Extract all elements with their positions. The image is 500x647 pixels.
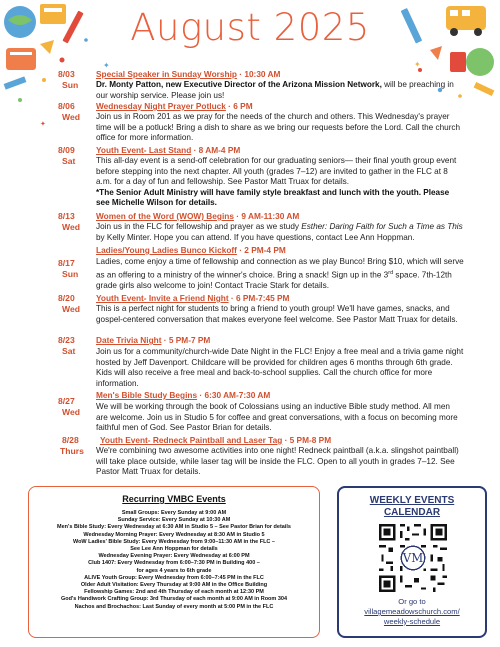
event-time: · 10:30 AM	[236, 69, 281, 79]
event-day: Wed	[62, 407, 80, 417]
event-heading	[96, 101, 456, 112]
page-title: August 2025	[130, 6, 370, 49]
recurring-events-list	[29, 510, 319, 611]
recurring-events-title: Recurring VMBC Events	[122, 494, 226, 504]
event-time: · 5 PM-8 PM	[282, 435, 332, 445]
event-day: Sat	[62, 346, 76, 356]
event-time: · 6:30 AM-7:30 AM	[197, 390, 271, 400]
list-item: See Lee Ann Hoppman for details	[130, 546, 218, 553]
event-date: 8/23	[58, 335, 75, 345]
event-date: 8/27	[58, 396, 75, 406]
event-text: space. 7th-12th grade girls also welcome to join! Contact Tracie Stark for details.	[96, 270, 452, 290]
event-sup: rd	[388, 269, 394, 276]
event-heading	[96, 69, 456, 80]
event-time: · 9 AM-11:30 AM	[233, 211, 300, 221]
event-date: 8/06	[58, 101, 75, 111]
list-item: Men's Bible Study: Every Wednesday at 6:30 AM in Studio 5 – See Pastor Brian for details	[57, 524, 291, 531]
event-heading	[96, 211, 456, 222]
list-item: Nachos and Brochachos: Last Sunday of every month at 5:00 PM in the FLC	[74, 603, 274, 610]
event-day: Sun	[62, 269, 79, 279]
event-day: Wed	[62, 304, 80, 314]
event-description: Join us for a community/church-wide Date Night in the FLC! Enjoy a free meal and a trivia game night hosted by Jeff Davenport. Childcare will be provided for children ages 6 months through 6th grade. Kids will also receive a free meal and back-to-school supplies. Call the church office for more information.	[96, 347, 464, 388]
svg-text:VM: VM	[402, 551, 424, 566]
weekly-events-title	[339, 495, 485, 519]
event-date: 8/13	[58, 211, 75, 221]
event-time: · 5 PM-7 PM	[161, 335, 211, 345]
event-day: Wed	[62, 222, 80, 232]
event-title: Wednesday Night Prayer Potluck	[96, 101, 226, 111]
event-title: Women of the Word (WOW) Begins	[96, 211, 234, 221]
event-description: We're combining two awesome activities into one night! Redneck paintball (a.k.a. slingshot paintball) will take place outside, while laser tag will be inside the FLC. Open to all youth in grades 7–12. See Pastor Matt Truax for details.	[96, 446, 459, 477]
list-item: ALIVE Youth Group: Every Wednesday from 6:00–7:45 PM in the FLC	[84, 574, 264, 581]
event-text: will be preaching in our worship service. Please join us!	[96, 80, 454, 100]
event-description	[96, 156, 464, 209]
event-description: This is a perfect night for students to bring a friend to youth group! We'll have games, snacks, and gospel-centered conversation that makes everyone feel welcome. See Pastor Matt Truax for details.	[96, 304, 458, 324]
weekly-title-line: CALENDAR	[383, 507, 441, 518]
list-item: WoW Ladies' Bible Study: Every Wednesday from 9:00–11:30 AM in the FLC –	[72, 538, 275, 545]
event-text: Ladies, come enjoy a time of fellowship and connection as we play Bunco! Bring $10, which will serve as an offering to a ministry of the winner's choice. Bring a snack! Sign up in the 3	[96, 257, 464, 280]
list-item: Fellowship Games: 2nd and 4th Thursday of each month at 12:30 PM	[84, 589, 264, 596]
event-description: Join us in Room 201 as we pray for the needs of the church and others. This Wednesday's prayer time will be a potluck! Bring a dish to share as we bring our requests before the Lord. Call the church office for more information.	[96, 112, 461, 143]
event-time: · 8 AM-4 PM	[191, 145, 241, 155]
event-date: 8/09	[58, 145, 75, 155]
event-heading	[96, 335, 456, 346]
list-item: Small Groups: Every Sunday at 9:00 AM	[121, 510, 227, 516]
event-description	[96, 80, 464, 101]
qr-code-icon[interactable]	[379, 524, 447, 592]
event-date: 8/28	[62, 435, 79, 445]
event-title: Youth Event- Invite a Friend Night	[96, 293, 229, 303]
weekly-title-line: WEEKLY EVENTS	[369, 495, 455, 506]
event-heading	[96, 145, 456, 156]
event-title: Special Speaker in Sunday Worship	[96, 69, 237, 79]
event-date: 8/20	[58, 293, 75, 303]
event-title: Ladies/Young Ladies Bunco Kickoff	[96, 245, 237, 255]
event-title: Youth Event- Redneck Paintball and Laser Tag	[100, 435, 283, 445]
event-date: 8/03	[58, 69, 75, 79]
list-item: for ages 4 years to 6th grade	[136, 567, 212, 574]
event-day: Wed	[62, 112, 80, 122]
event-text: Join us in the FLC for fellowship and prayer as we study	[96, 222, 302, 231]
event-title: Date Trivia Night	[96, 335, 162, 345]
event-heading	[96, 390, 456, 401]
weekly-events-calendar-box	[337, 486, 487, 638]
event-text: This all-day event is a send-off celebration for our graduating seniors— their final youth group event before stepping into the next chapter. All youth (grades 7–12) are invited to gather in the FLC at 8 a.m. for a day of fun and fellowship. See Pastor Matt Truax for details.	[96, 156, 457, 187]
list-item: Sunday Service: Every Sunday at 10:30 AM	[117, 517, 231, 524]
recurring-events-box	[28, 486, 320, 638]
list-item: Club 1407: Every Wednesday from 6:00–7:30 PM in Building 400 –	[88, 560, 260, 567]
event-title: Youth Event- Last Stand	[96, 145, 192, 155]
event-date: 8/17	[58, 258, 75, 268]
event-time: · 6 PM	[225, 101, 253, 111]
event-heading	[96, 293, 456, 304]
event-day: Sun	[62, 80, 79, 90]
list-item: God's Handiwork Crafting Group: 3rd Thursday of each month at 9:00 AM in Room 304	[60, 596, 288, 603]
event-time: · 2 PM-4 PM	[236, 245, 286, 255]
list-item: Older Adult Visitation: Every Thursday at 9:00 AM in the Office Building	[80, 582, 268, 589]
url-line[interactable]: villagemeadowschurch.com/	[364, 607, 460, 616]
event-text: by Kelly Minter. Hope you can attend. If you have questions, contact Lee Ann Hoppman.	[96, 232, 415, 242]
list-item: Wednesday Evening Prayer: Every Wednesday at 6:00 PM	[98, 553, 250, 560]
event-day: Thurs	[60, 446, 84, 456]
goto-text: Or go to	[398, 597, 426, 606]
weekly-schedule-link[interactable]	[339, 607, 485, 626]
event-heading	[96, 245, 456, 256]
list-item: Wednesday Morning Prayer: Every Wednesday at 8:30 AM in Studio 5	[83, 531, 265, 538]
event-time: · 6 PM-7:45 PM	[228, 293, 290, 303]
event-day: Sat	[62, 156, 76, 166]
sparkle-icon: ✦	[414, 60, 421, 69]
book-title: Esther: Daring Faith for Such a Time as This	[301, 222, 463, 231]
event-heading	[100, 435, 460, 446]
star-icon: ✦	[103, 61, 110, 70]
url-line[interactable]: weekly-schedule	[383, 616, 441, 626]
event-description	[96, 222, 464, 243]
star-icon: ✦	[40, 121, 46, 128]
event-description: We will be working through the book of Colossians using an inductive Bible study method. All men are welcome. Join us in Studio 5 for coffee and great conversations, with a focus on becoming more faithful men of God. See Pastor Brian for details.	[96, 402, 458, 433]
event-note: *The Senior Adult Ministry will have family style breakfast and lunch with the youth. Please see Michelle Wilson for details.	[96, 187, 450, 208]
event-title: Men's Bible Study Begins	[96, 390, 198, 400]
event-description	[96, 257, 464, 292]
event-speaker: Dr. Monty Patton, new Executive Director of the Arizona Mission Network,	[96, 80, 382, 89]
